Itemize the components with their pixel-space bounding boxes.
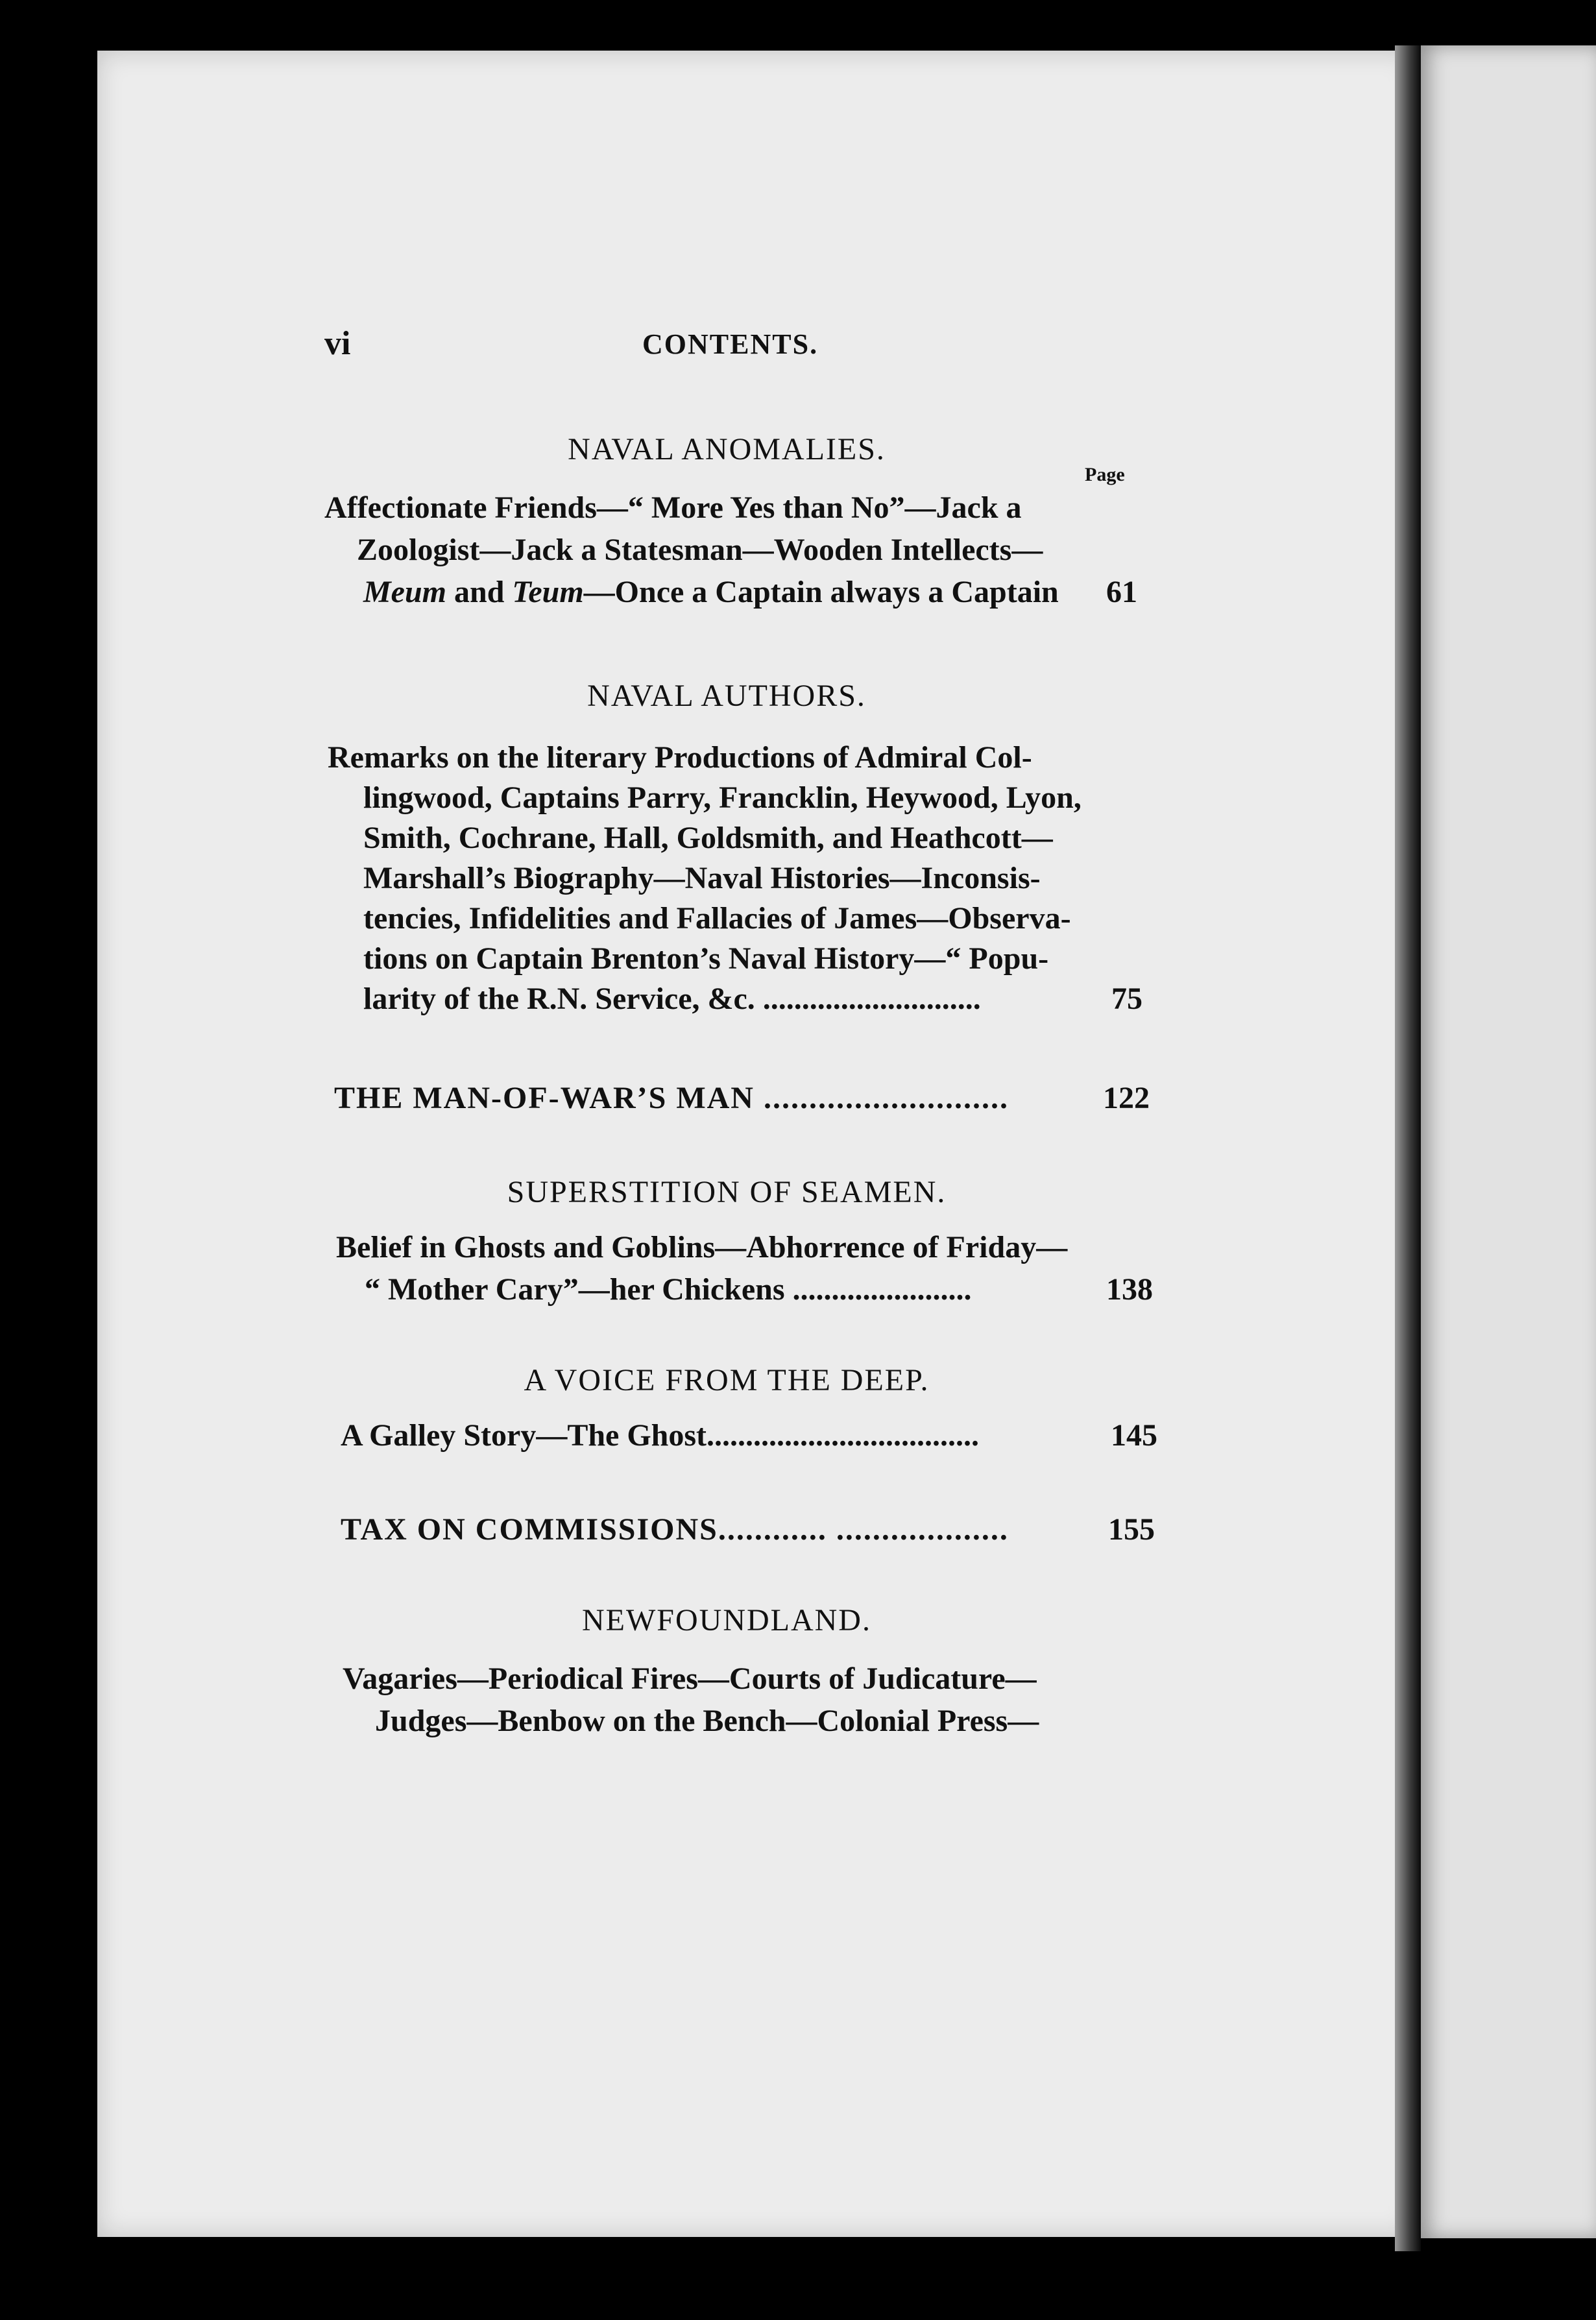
toc-page-number: 155 bbox=[1108, 1512, 1155, 1547]
toc-entry-line: Judges—Benbow on the Bench—Colonial Press— bbox=[375, 1704, 1039, 1738]
page-number: vi bbox=[324, 325, 351, 362]
book-spine bbox=[1395, 45, 1421, 2251]
toc-entry-line: tencies, Infidelities and Fallacies of James—Observa- bbox=[363, 901, 1071, 936]
toc-page-number: 145 bbox=[1111, 1418, 1157, 1453]
toc-entry-line: “ Mother Cary”—her Chickens ....................... bbox=[365, 1272, 972, 1307]
book-page bbox=[97, 51, 1414, 2237]
toc-entry-line: Belief in Ghosts and Goblins—Abhorrence of Friday— bbox=[336, 1230, 1068, 1264]
toc-entry-line: A Galley Story—The Ghost................................... bbox=[341, 1418, 980, 1453]
section-heading-newfoundland: NEWFOUNDLAND. bbox=[582, 1603, 871, 1637]
toc-entry-line: Affectionate Friends—“ More Yes than No”—Jack a bbox=[324, 490, 1022, 525]
italic-meum: Meum bbox=[363, 575, 447, 609]
toc-entry-line: TAX ON COMMISSIONS............ ................... bbox=[341, 1512, 1009, 1547]
toc-page-number: 122 bbox=[1103, 1081, 1150, 1115]
toc-entry-line: lingwood, Captains Parry, Francklin, Heywood, Lyon, bbox=[363, 780, 1082, 815]
page-title: CONTENTS. bbox=[642, 328, 819, 360]
section-heading-superstition: SUPERSTITION OF SEAMEN. bbox=[507, 1175, 947, 1209]
toc-entry-line: Marshall’s Biography—Naval Histories—Inconsis- bbox=[363, 861, 1041, 895]
facing-page bbox=[1421, 45, 1596, 2238]
section-heading-anomalies: NAVAL ANOMALIES. bbox=[568, 432, 886, 466]
toc-entry-line: Vagaries—Periodical Fires—Courts of Judicature— bbox=[343, 1661, 1037, 1696]
section-heading-voice: A VOICE FROM THE DEEP. bbox=[524, 1363, 930, 1397]
toc-entry-line: Meum and Teum—Once a Captain always a Captain bbox=[363, 575, 1059, 609]
toc-entry-line: Zoologist—Jack a Statesman—Wooden Intellects— bbox=[357, 533, 1043, 567]
toc-entry-line: THE MAN-OF-WAR’S MAN ........................... bbox=[334, 1081, 1009, 1115]
page-column-label: Page bbox=[1085, 464, 1125, 485]
toc-entry-line: larity of the R.N. Service, &c. ............................ bbox=[363, 982, 981, 1016]
toc-page-number: 61 bbox=[1106, 575, 1137, 609]
toc-page-number: 75 bbox=[1111, 982, 1143, 1016]
toc-entry-line: tions on Captain Brenton’s Naval History—“ Popu- bbox=[363, 941, 1049, 976]
toc-entry-line: Remarks on the literary Productions of Admiral Col- bbox=[328, 740, 1032, 775]
toc-page-number: 138 bbox=[1106, 1272, 1153, 1307]
toc-entry-line: Smith, Cochrane, Hall, Goldsmith, and Heathcott— bbox=[363, 821, 1053, 855]
section-heading-authors: NAVAL AUTHORS. bbox=[587, 679, 866, 713]
italic-teum: Teum bbox=[512, 575, 584, 609]
